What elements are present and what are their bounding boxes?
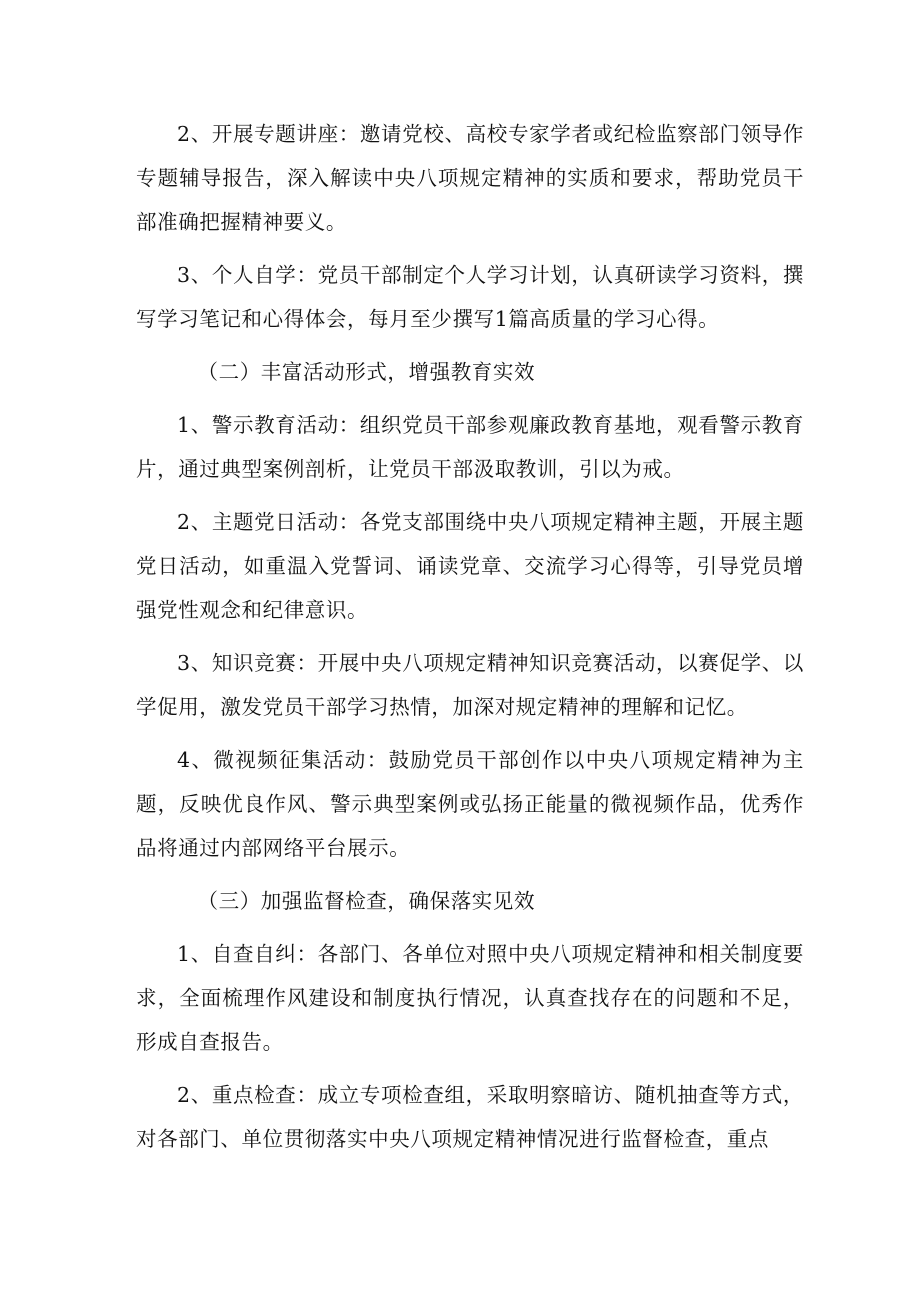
section-heading-activities: （二）丰富活动形式，增强教育实效 bbox=[197, 360, 536, 384]
paragraph-micro-video: 4、微视频征集活动：鼓励党员干部创作以中央八项规定精神为主题，反映优良作风、警示典型案例或弘扬正能量的微视频作品，优秀作品将通过内部网络平台展示。 bbox=[136, 748, 804, 860]
paragraph-lecture: 2、开展专题讲座：邀请党校、高校专家学者或纪检监察部门领导作专题辅导报告，深入解读中央八项规定精神的实质和要求，帮助党员干部准确把握精神要义。 bbox=[136, 122, 804, 234]
paragraph-knowledge-contest: 3、知识竞赛：开展中央八项规定精神知识竞赛活动，以赛促学、以学促用，激发党员干部学习热情，加深对规定精神的理解和记忆。 bbox=[136, 651, 804, 719]
paragraph-warning-education: 1、警示教育活动：组织党员干部参观廉政教育基地，观看警示教育片，通过典型案例剖析，让党员干部汲取教训，引以为戒。 bbox=[136, 413, 804, 481]
paragraph-self-check: 1、自查自纠：各部门、各单位对照中央八项规定精神和相关制度要求，全面梳理作风建设和制度执行情况，认真查找存在的问题和不足，形成自查报告。 bbox=[136, 942, 804, 1054]
document-body bbox=[136, 112, 804, 1170]
paragraph-key-inspection: 2、重点检查：成立专项检查组，采取明察暗访、随机抽查等方式，对各部门、单位贯彻落实中央八项规定精神情况进行监督检查，重点 bbox=[136, 1083, 804, 1151]
paragraph-self-study: 3、个人自学：党员干部制定个人学习计划，认真研读学习资料，撰写学习笔记和心得体会，每月至少撰写1篇高质量的学习心得。 bbox=[136, 263, 804, 331]
section-heading-supervision: （三）加强监督检查，确保落实见效 bbox=[197, 889, 536, 913]
paragraph-party-day: 2、主题党日活动：各党支部围绕中央八项规定精神主题，开展主题党日活动，如重温入党誓词、诵读党章、交流学习心得等，引导党员增强党性观念和纪律意识。 bbox=[136, 510, 804, 622]
